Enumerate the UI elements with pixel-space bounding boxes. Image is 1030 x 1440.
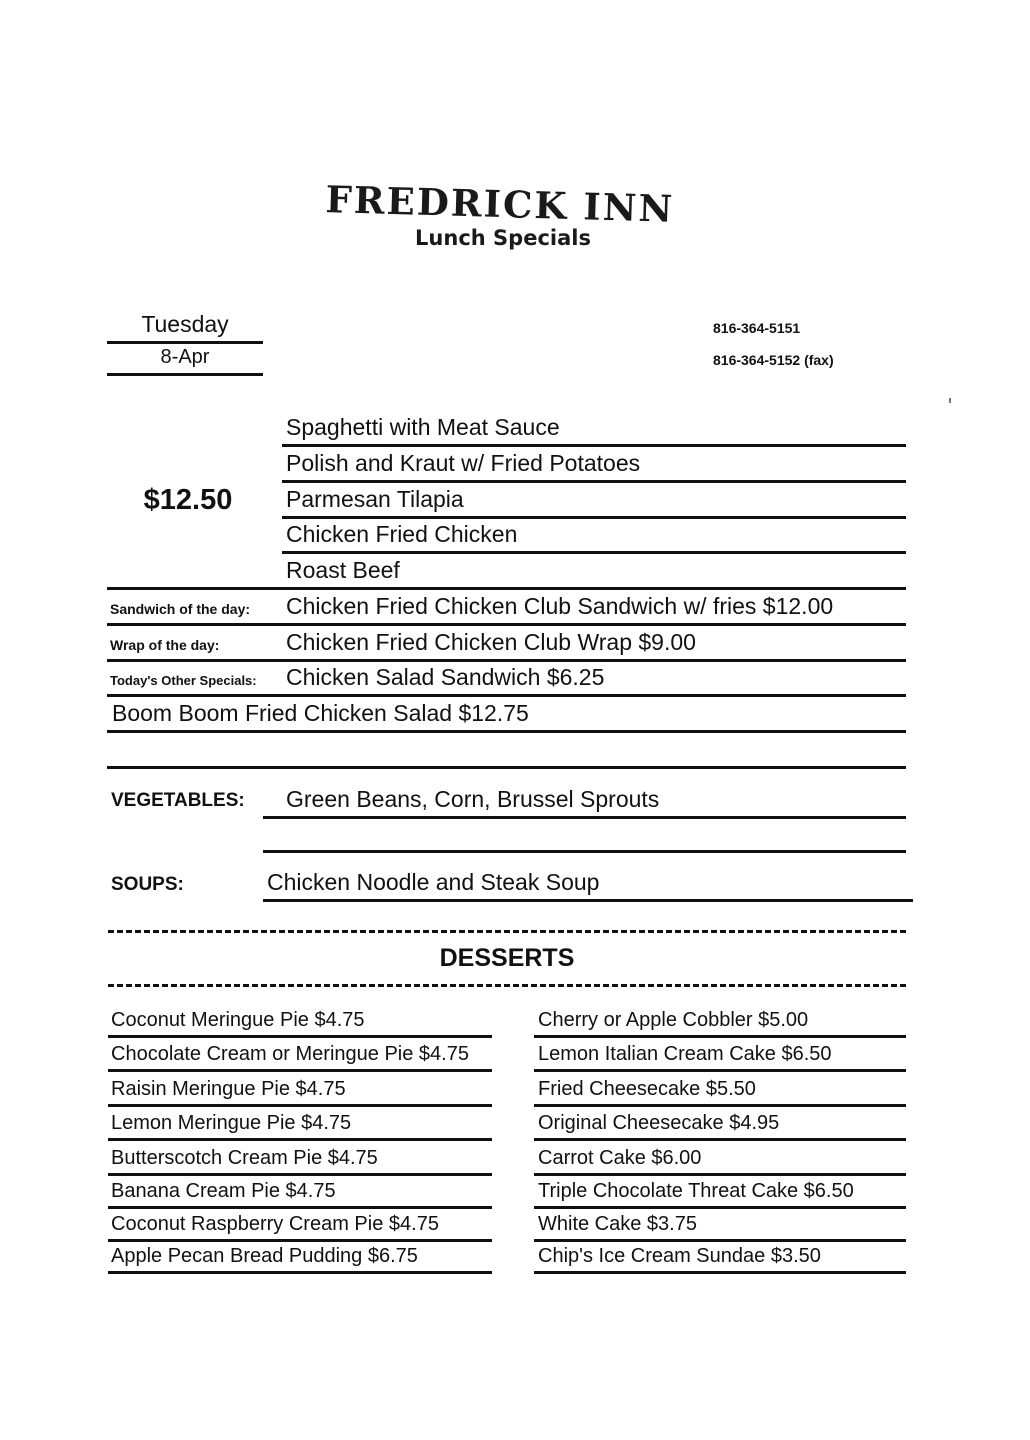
dessert-item: Coconut Meringue Pie $4.75 bbox=[111, 1009, 365, 1031]
divider bbox=[534, 1035, 906, 1038]
dessert-item: Lemon Italian Cream Cake $6.50 bbox=[538, 1043, 832, 1065]
dessert-item: Chip's Ice Cream Sundae $3.50 bbox=[538, 1245, 821, 1267]
stray-mark bbox=[949, 398, 951, 403]
divider bbox=[108, 1104, 492, 1107]
restaurant-name: FREDRICK INN bbox=[325, 177, 675, 231]
divider bbox=[108, 1271, 492, 1274]
divider bbox=[263, 850, 906, 853]
soups-value: Chicken Noodle and Steak Soup bbox=[267, 869, 600, 895]
divider bbox=[108, 1239, 492, 1242]
divider bbox=[534, 1271, 906, 1274]
dessert-item: Banana Cream Pie $4.75 bbox=[111, 1180, 336, 1202]
dessert-item: Raisin Meringue Pie $4.75 bbox=[111, 1078, 346, 1100]
divider bbox=[107, 659, 906, 662]
divider bbox=[534, 1104, 906, 1107]
divider bbox=[534, 1206, 906, 1209]
dessert-item: Fried Cheesecake $5.50 bbox=[538, 1078, 756, 1100]
divider bbox=[534, 1173, 906, 1176]
divider bbox=[108, 1206, 492, 1209]
divider bbox=[534, 1069, 906, 1072]
specials-price: $12.50 bbox=[143, 484, 233, 516]
special-item: Roast Beef bbox=[286, 557, 400, 583]
special-item: Parmesan Tilapia bbox=[286, 486, 464, 512]
divider bbox=[107, 373, 263, 376]
dashed-divider bbox=[108, 984, 906, 987]
dessert-item: Butterscotch Cream Pie $4.75 bbox=[111, 1147, 378, 1169]
desserts-title: DESSERTS bbox=[439, 944, 575, 972]
fax-number: 816-364-5152 (fax) bbox=[713, 352, 834, 368]
divider bbox=[282, 551, 906, 554]
wrap-value: Chicken Fried Chicken Club Wrap $9.00 bbox=[286, 629, 696, 655]
dashed-divider bbox=[108, 930, 906, 933]
divider bbox=[108, 1138, 492, 1141]
divider bbox=[534, 1138, 906, 1141]
phone-number: 816-364-5151 bbox=[713, 320, 801, 336]
dessert-item: Carrot Cake $6.00 bbox=[538, 1147, 702, 1169]
special-item: Spaghetti with Meat Sauce bbox=[286, 414, 560, 440]
divider bbox=[282, 480, 906, 483]
divider bbox=[282, 444, 906, 447]
divider bbox=[108, 1035, 492, 1038]
divider bbox=[108, 1173, 492, 1176]
divider bbox=[108, 1069, 492, 1072]
sandwich-value: Chicken Fried Chicken Club Sandwich w/ fries $12.00 bbox=[286, 593, 834, 619]
divider bbox=[107, 730, 906, 733]
menu-subtitle: Lunch Specials bbox=[415, 226, 591, 250]
soups-label: SOUPS: bbox=[111, 874, 184, 895]
dessert-item: Lemon Meringue Pie $4.75 bbox=[111, 1112, 352, 1134]
salad-special: Boom Boom Fried Chicken Salad $12.75 bbox=[112, 700, 529, 726]
dessert-item: Original Cheesecake $4.95 bbox=[538, 1112, 780, 1134]
wrap-label: Wrap of the day: bbox=[110, 637, 220, 653]
weekday: Tuesday bbox=[141, 311, 229, 337]
divider bbox=[107, 623, 906, 626]
divider bbox=[107, 587, 906, 590]
divider bbox=[282, 516, 906, 519]
divider bbox=[107, 341, 263, 344]
divider bbox=[263, 899, 913, 902]
dessert-item: White Cake $3.75 bbox=[538, 1213, 697, 1235]
dessert-item: Chocolate Cream or Meringue Pie $4.75 bbox=[111, 1043, 469, 1065]
sandwich-label: Sandwich of the day: bbox=[110, 601, 251, 617]
dessert-item: Cherry or Apple Cobbler $5.00 bbox=[538, 1009, 809, 1031]
dessert-item: Triple Chocolate Threat Cake $6.50 bbox=[538, 1180, 854, 1202]
divider bbox=[107, 694, 906, 697]
vegetables-label: VEGETABLES: bbox=[111, 790, 245, 811]
special-item: Chicken Fried Chicken bbox=[286, 521, 518, 547]
date: 8-Apr bbox=[160, 346, 210, 368]
dessert-item: Coconut Raspberry Cream Pie $4.75 bbox=[111, 1213, 439, 1235]
other-specials-label: Today's Other Specials: bbox=[110, 673, 257, 688]
divider bbox=[263, 816, 906, 819]
dessert-item: Apple Pecan Bread Pudding $6.75 bbox=[111, 1245, 418, 1267]
vegetables-value: Green Beans, Corn, Brussel Sprouts bbox=[286, 786, 660, 812]
special-item: Polish and Kraut w/ Fried Potatoes bbox=[286, 450, 641, 476]
divider bbox=[107, 766, 906, 769]
divider bbox=[534, 1239, 906, 1242]
other-specials-value: Chicken Salad Sandwich $6.25 bbox=[286, 664, 605, 690]
